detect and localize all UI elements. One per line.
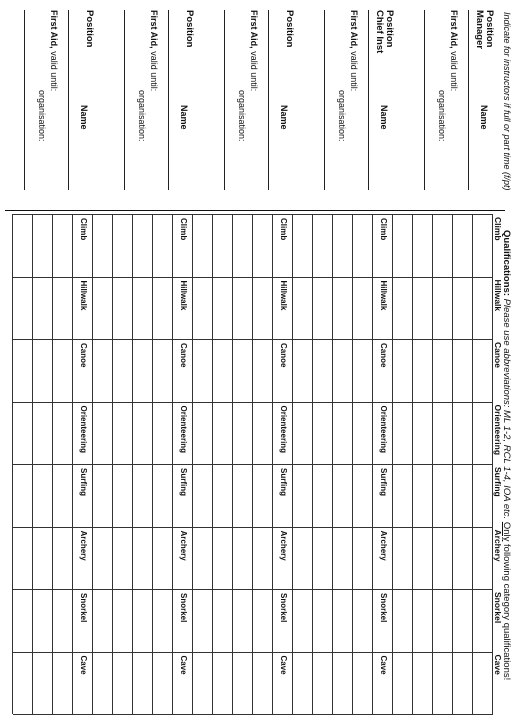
name-label: Name (379, 105, 389, 130)
valid-until-label: valid until: (149, 51, 159, 92)
position-label: Position (184, 10, 195, 48)
column-header: Hillwalk (493, 279, 503, 312)
qualification-cell[interactable] (454, 653, 472, 714)
organisation-label: organisation: (237, 90, 247, 142)
qualification-cell[interactable] (434, 215, 452, 276)
qualification-cell[interactable] (154, 340, 172, 401)
qualification-cell[interactable] (334, 278, 352, 339)
qualification-cell[interactable] (394, 528, 412, 589)
qualification-cell[interactable] (254, 278, 272, 339)
first-aid-label: First Aid, (449, 10, 459, 49)
position-label: Position (484, 10, 495, 48)
qualification-cell[interactable] (14, 528, 32, 589)
qualification-cell[interactable] (294, 653, 312, 714)
qualification-cell[interactable] (354, 278, 372, 339)
qualification-cell[interactable] (394, 215, 412, 276)
qualification-cell[interactable] (94, 278, 112, 339)
qualification-cell[interactable] (114, 465, 132, 526)
qualification-cell[interactable] (474, 403, 492, 464)
qualification-cell[interactable] (14, 340, 32, 401)
qualification-cell[interactable] (334, 403, 352, 464)
qualification-cell[interactable] (54, 465, 72, 526)
cell-column-label: Cave (279, 655, 288, 675)
qualification-cell[interactable] (314, 403, 332, 464)
qualification-cell[interactable] (94, 403, 112, 464)
qualification-cell[interactable] (314, 340, 332, 401)
grid-column-line (13, 714, 493, 715)
qualification-cell[interactable] (34, 215, 52, 276)
cell-column-label: Cave (179, 655, 188, 675)
name-field[interactable] (468, 10, 469, 190)
cell-column-label: Cave (379, 655, 388, 675)
qualification-cell[interactable] (234, 215, 252, 276)
qualification-cell[interactable] (134, 590, 152, 651)
qualification-cell[interactable] (394, 403, 412, 464)
qualification-cell[interactable] (434, 653, 452, 714)
qualification-cell[interactable] (314, 590, 332, 651)
qualification-cell[interactable] (54, 528, 72, 589)
name-label: Name (279, 105, 289, 130)
first-aid-label: First Aid, (149, 10, 159, 49)
organisation-label: organisation: (437, 90, 447, 142)
qualification-cell[interactable] (14, 215, 32, 276)
qualification-cell[interactable] (474, 590, 492, 651)
cell-column-label: Snorkel (379, 593, 388, 623)
cell-column-label: Surfing (179, 468, 188, 496)
cell-column-label: Canoe (79, 343, 88, 368)
qualification-cell[interactable] (434, 528, 452, 589)
qualification-cell[interactable] (34, 528, 52, 589)
column-header: Cave (493, 654, 503, 675)
column-header: Climb (493, 217, 503, 241)
qualification-cell[interactable] (54, 215, 72, 276)
first-aid-line (249, 10, 259, 91)
organisation-label: organisation: (337, 90, 347, 142)
qualification-cell[interactable] (194, 465, 212, 526)
qualification-cell[interactable] (114, 340, 132, 401)
name-field[interactable] (68, 10, 69, 190)
qualification-cell[interactable] (414, 590, 432, 651)
cell-column-label: Archery (179, 530, 188, 561)
qualification-cell[interactable] (134, 403, 152, 464)
cell-column-label: Surfing (79, 468, 88, 496)
qualification-cell[interactable] (234, 590, 252, 651)
qualification-cell[interactable] (214, 653, 232, 714)
qualification-cell[interactable] (114, 278, 132, 339)
staff-block (203, 10, 303, 200)
valid-until-label: valid until: (449, 51, 459, 92)
qualifications-abbrev-note: Please use abbreviations: ML 1-2, RCL 1-4, IOA etc. (501, 298, 512, 520)
qualification-cell[interactable] (454, 278, 472, 339)
name-label: Name (479, 105, 489, 130)
qualification-cell[interactable] (234, 340, 252, 401)
name-field[interactable] (268, 10, 269, 190)
first-aid-label: First Aid, (249, 10, 259, 49)
qualification-cell[interactable] (414, 465, 432, 526)
cell-column-label: Climb (79, 218, 88, 241)
qualification-cell[interactable] (114, 528, 132, 589)
first-aid-label: First Aid, (349, 10, 359, 49)
section-divider (5, 210, 505, 211)
qualification-cell[interactable] (234, 653, 252, 714)
qualification-cell[interactable] (114, 653, 132, 714)
staff-block (403, 10, 503, 200)
qualification-cell[interactable] (334, 590, 352, 651)
qualification-cell[interactable] (94, 653, 112, 714)
qualification-cell[interactable] (54, 278, 72, 339)
qualification-cell[interactable] (34, 465, 52, 526)
qualification-cell[interactable] (414, 653, 432, 714)
first-aid-line (49, 10, 59, 91)
qualification-cell[interactable] (414, 403, 432, 464)
qualification-cell[interactable] (254, 465, 272, 526)
qualification-cell[interactable] (54, 653, 72, 714)
first-aid-field[interactable] (124, 10, 125, 190)
qualification-cell[interactable] (474, 653, 492, 714)
qualification-cell[interactable] (354, 528, 372, 589)
qualification-cell[interactable] (294, 278, 312, 339)
qualification-cell[interactable] (474, 528, 492, 589)
column-header: Surfing (493, 467, 503, 497)
qualification-cell[interactable] (214, 465, 232, 526)
qualification-cell[interactable] (214, 528, 232, 589)
cell-column-label: Orienteering (279, 405, 288, 454)
qualification-cell[interactable] (34, 340, 52, 401)
qualifications-label: Qualifications: (501, 230, 512, 296)
qualification-cell[interactable] (254, 403, 272, 464)
cell-column-label: Snorkel (79, 593, 88, 623)
staff-block (103, 10, 203, 200)
qualification-cell[interactable] (234, 278, 252, 339)
qualification-cell[interactable] (334, 465, 352, 526)
qualification-cell[interactable] (34, 590, 52, 651)
qualification-cell[interactable] (214, 215, 232, 276)
qualification-cell[interactable] (434, 278, 452, 339)
cell-column-label: Orienteering (379, 405, 388, 454)
cell-column-label: Archery (279, 530, 288, 561)
qualification-cell[interactable] (434, 403, 452, 464)
qualification-cell[interactable] (334, 340, 352, 401)
qualification-cell[interactable] (454, 465, 472, 526)
qualification-cell[interactable] (454, 403, 472, 464)
valid-until-label: valid until: (349, 51, 359, 92)
cell-column-label: Hillwalk (179, 280, 188, 311)
staff-block (3, 10, 103, 200)
qualification-cell[interactable] (474, 340, 492, 401)
qualification-cell[interactable] (34, 403, 52, 464)
qualification-cell[interactable] (94, 590, 112, 651)
qualification-cell[interactable] (294, 215, 312, 276)
only-prefix: Only (501, 521, 512, 542)
qualification-cell[interactable] (134, 215, 152, 276)
cell-column-label: Orienteering (179, 405, 188, 454)
qualification-cell[interactable] (434, 340, 452, 401)
qualification-cell[interactable] (194, 215, 212, 276)
staff-block (303, 10, 403, 200)
qualification-cell[interactable] (354, 215, 372, 276)
qualification-cell[interactable] (214, 278, 232, 339)
qualification-cell[interactable] (254, 340, 272, 401)
qualification-cell[interactable] (434, 590, 452, 651)
first-aid-line (449, 10, 459, 91)
qualification-cell[interactable] (194, 590, 212, 651)
column-header: Snorkel (493, 592, 503, 624)
qualification-cell[interactable] (354, 590, 372, 651)
qualification-cell[interactable] (474, 215, 492, 276)
cell-column-label: Surfing (279, 468, 288, 496)
qualification-cell[interactable] (414, 215, 432, 276)
qualification-cell[interactable] (314, 528, 332, 589)
qualification-cell[interactable] (474, 465, 492, 526)
qualification-cell[interactable] (14, 465, 32, 526)
cell-column-label: Surfing (379, 468, 388, 496)
cell-column-label: Archery (379, 530, 388, 561)
qualification-cell[interactable] (94, 465, 112, 526)
qualification-cell[interactable] (214, 590, 232, 651)
qualification-cell[interactable] (314, 215, 332, 276)
qualification-cell[interactable] (54, 403, 72, 464)
organisation-label: organisation: (137, 90, 147, 142)
qualification-cell[interactable] (354, 653, 372, 714)
cell-column-label: Archery (79, 530, 88, 561)
column-header: Archery (493, 529, 503, 562)
valid-until-label: valid until: (249, 51, 259, 92)
qualification-cell[interactable] (94, 340, 112, 401)
only-rest: following category qualifications! (501, 544, 512, 681)
qualification-cell[interactable] (194, 528, 212, 589)
first-aid-field[interactable] (424, 10, 425, 190)
qualification-cell[interactable] (474, 278, 492, 339)
qualification-cell[interactable] (294, 528, 312, 589)
staff-blocks (0, 0, 515, 210)
cell-column-label: Cave (79, 655, 88, 675)
qualification-cell[interactable] (414, 340, 432, 401)
qualification-cell[interactable] (194, 278, 212, 339)
qualification-cell[interactable] (334, 528, 352, 589)
qualification-cell[interactable] (94, 215, 112, 276)
qualification-cell[interactable] (394, 653, 412, 714)
qualification-cell[interactable] (334, 215, 352, 276)
qualification-cell[interactable] (154, 278, 172, 339)
qualification-cell[interactable] (234, 403, 252, 464)
position-label: Position (384, 10, 395, 48)
cell-column-label: Snorkel (179, 593, 188, 623)
first-aid-field[interactable] (24, 10, 25, 190)
qualification-cell[interactable] (194, 653, 212, 714)
qualification-cell[interactable] (14, 403, 32, 464)
qualification-cell[interactable] (154, 653, 172, 714)
qualification-cell[interactable] (354, 403, 372, 464)
qualification-cell[interactable] (454, 590, 472, 651)
qualification-cell[interactable] (34, 278, 52, 339)
qualification-cell[interactable] (14, 590, 32, 651)
qualification-cell[interactable] (334, 653, 352, 714)
qualification-cell[interactable] (194, 340, 212, 401)
qualification-cell[interactable] (394, 590, 412, 651)
qualification-cell[interactable] (14, 653, 32, 714)
qualification-cell[interactable] (214, 340, 232, 401)
qualification-cell[interactable] (314, 465, 332, 526)
qualification-cell[interactable] (114, 403, 132, 464)
qualification-cell[interactable] (134, 528, 152, 589)
cell-column-label: Canoe (379, 343, 388, 368)
qualification-cell[interactable] (214, 403, 232, 464)
qualification-cell[interactable] (354, 340, 372, 401)
name-field[interactable] (168, 10, 169, 190)
qualification-cell[interactable] (454, 215, 472, 276)
qualification-cell[interactable] (414, 528, 432, 589)
cell-column-label: Snorkel (279, 593, 288, 623)
qualification-cell[interactable] (254, 528, 272, 589)
name-field[interactable] (368, 10, 369, 190)
qualification-cell[interactable] (14, 278, 32, 339)
qualification-cell[interactable] (234, 528, 252, 589)
cell-column-label: Orienteering (79, 405, 88, 454)
qualification-cell[interactable] (394, 278, 412, 339)
first-aid-line (149, 10, 159, 91)
position-label: Position (84, 10, 95, 48)
qualification-cell[interactable] (54, 340, 72, 401)
qualification-cell[interactable] (134, 278, 152, 339)
first-aid-label: First Aid, (49, 10, 59, 49)
position-label: Position (284, 10, 295, 48)
qualification-cell[interactable] (154, 528, 172, 589)
position-role: Chief Inst (374, 10, 385, 54)
instructor-note: Indicate for instructors if full or part time (f/pt) (502, 12, 512, 191)
column-header: Canoe (493, 342, 503, 368)
qualification-cell[interactable] (394, 340, 412, 401)
column-header: Orienteering (493, 404, 503, 456)
qualification-cell[interactable] (154, 403, 172, 464)
qualification-cell[interactable] (134, 465, 152, 526)
qualification-cell[interactable] (294, 590, 312, 651)
cell-column-label: Canoe (279, 343, 288, 368)
qualification-cell[interactable] (434, 465, 452, 526)
qualification-cell[interactable] (154, 215, 172, 276)
qualification-cell[interactable] (234, 465, 252, 526)
qualification-cell[interactable] (354, 465, 372, 526)
cell-column-label: Canoe (179, 343, 188, 368)
cell-column-label: Hillwalk (379, 280, 388, 311)
first-aid-line (349, 10, 359, 91)
cell-column-label: Climb (179, 218, 188, 241)
qualification-cell[interactable] (114, 215, 132, 276)
qualification-cell[interactable] (414, 278, 432, 339)
qualification-cell[interactable] (254, 653, 272, 714)
first-aid-field[interactable] (324, 10, 325, 190)
qualification-cell[interactable] (294, 465, 312, 526)
valid-until-label: valid until: (49, 51, 59, 92)
qualification-cell[interactable] (254, 590, 272, 651)
cell-column-label: Climb (279, 218, 288, 241)
qualification-cell[interactable] (114, 590, 132, 651)
qualification-cell[interactable] (314, 653, 332, 714)
cell-column-label: Climb (379, 218, 388, 241)
qualification-cell[interactable] (154, 590, 172, 651)
name-label: Name (79, 105, 89, 130)
qualification-cell[interactable] (454, 528, 472, 589)
qualification-cell[interactable] (394, 465, 412, 526)
qualification-cell[interactable] (314, 278, 332, 339)
qualifications-grid (0, 214, 515, 714)
qualification-cell[interactable] (154, 465, 172, 526)
qualification-cell[interactable] (294, 340, 312, 401)
qualification-cell[interactable] (454, 340, 472, 401)
qualification-cell[interactable] (94, 528, 112, 589)
qualification-cell[interactable] (54, 590, 72, 651)
qualification-cell[interactable] (194, 403, 212, 464)
qualification-cell[interactable] (34, 653, 52, 714)
qualification-cell[interactable] (134, 340, 152, 401)
position-role: Manager (474, 10, 485, 50)
cell-column-label: Hillwalk (279, 280, 288, 311)
organisation-label: organisation: (37, 90, 47, 142)
cell-column-label: Hillwalk (79, 280, 88, 311)
first-aid-field[interactable] (224, 10, 225, 190)
qualification-cell[interactable] (134, 653, 152, 714)
name-label: Name (179, 105, 189, 130)
qualification-cell[interactable] (254, 215, 272, 276)
qualification-cell[interactable] (294, 403, 312, 464)
